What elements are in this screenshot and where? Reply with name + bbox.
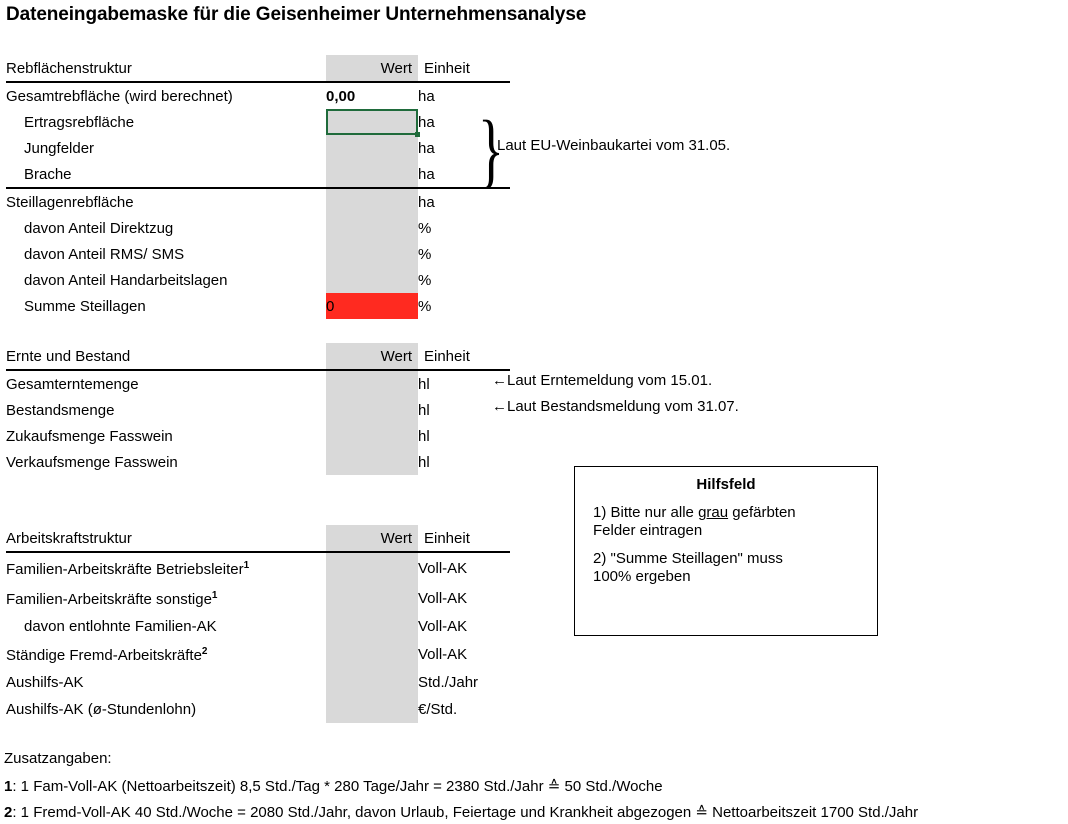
column-header-label: Ernte und Bestand xyxy=(6,343,326,370)
footnote-marker: 1 xyxy=(243,559,250,571)
help-box-rule-2b: 100% ergeben xyxy=(593,568,691,585)
footer-heading: Zusatzangaben: xyxy=(4,750,112,767)
cell-unit-verkaufsmenge-fasswein: hl xyxy=(418,453,430,471)
table-row xyxy=(6,423,510,449)
table-header-row xyxy=(6,525,510,552)
footnote-1 xyxy=(4,777,663,795)
table-row xyxy=(6,267,510,293)
table-row xyxy=(6,109,510,135)
row-label-gesamterntemenge: Gesamterntemenge xyxy=(6,375,139,393)
help-box xyxy=(574,466,878,636)
row-label-gesamtrebflaeche: Gesamtrebfläche (wird berechnet) xyxy=(6,87,233,105)
section-arbeitskraftstruktur xyxy=(6,525,510,723)
cell-value-summe-steillagen: 0 xyxy=(326,293,418,319)
table-row xyxy=(6,696,510,723)
row-label-steillagenrebflaeche: Steillagenrebfläche xyxy=(6,193,134,211)
cell-value-gesamtrebflaeche: 0,00 xyxy=(326,87,356,105)
cell-input-aushilfs-ak-stundenlohn[interactable] xyxy=(326,696,418,723)
page-title: Dateneingabemaske für die Geisenheimer Unternehmensanalyse xyxy=(6,4,587,25)
row-label-zukaufsmenge-fasswein: Zukaufsmenge Fasswein xyxy=(6,427,173,445)
row-label-anteil-direktzug: davon Anteil Direktzug xyxy=(24,219,174,237)
row-label-verkaufsmenge-fasswein: Verkaufsmenge Fasswein xyxy=(6,453,178,471)
cell-input-anteil-rms-sms[interactable] xyxy=(326,241,418,267)
cell-input-anteil-handarbeitslagen[interactable] xyxy=(326,267,418,293)
row-label-anteil-handarbeitslagen: davon Anteil Handarbeitslagen xyxy=(24,271,228,289)
column-header-unit: Einheit xyxy=(418,343,510,370)
column-header-unit: Einheit xyxy=(418,525,510,552)
cell-unit-brache: ha xyxy=(418,161,510,188)
cell-input-aushilfs-ak[interactable] xyxy=(326,669,418,696)
table-row xyxy=(6,552,510,584)
cell-unit-gesamterntemenge: hl xyxy=(418,375,430,393)
cell-input-entlohnte-familien-ak[interactable] xyxy=(326,613,418,640)
cell-unit-bestandsmenge: hl xyxy=(418,401,430,419)
table-row xyxy=(6,241,510,267)
cell-input-bestandsmenge[interactable] xyxy=(326,397,418,423)
help-rule-1-post: gefärbten xyxy=(728,504,796,521)
cell-input-ertragsrebflaeche[interactable] xyxy=(326,109,418,135)
cell-input-fam-ak-sonstige[interactable] xyxy=(326,584,418,613)
cell-unit-fam-ak-sonstige: Voll-AK xyxy=(418,590,468,607)
cell-unit-anteil-direktzug: % xyxy=(418,219,432,237)
column-header-value: Wert xyxy=(326,55,418,82)
row-label-summe-steillagen: Summe Steillagen xyxy=(24,297,146,315)
cell-unit-gesamtrebflaeche: ha xyxy=(418,87,435,105)
footnote-marker: 1 xyxy=(211,589,218,601)
help-box-rule-1b: Felder eintragen xyxy=(593,522,703,539)
footnote-2-text: : 1 Fremd-Voll-AK 40 Std./Woche = 2080 Std./Jahr, davon Urlaub, Feiertage und Krankheit abgezogen ≙ Nettoarbeitszeit 1700 Std./Jahr xyxy=(12,804,919,821)
cell-input-jungfelder[interactable] xyxy=(326,135,418,161)
cell-input-staendige-fremd-ak[interactable] xyxy=(326,640,418,669)
row-label-staendige-fremd-ak xyxy=(6,640,326,669)
brace-note: Laut EU-Weinbaukartei vom 31.05. xyxy=(497,137,731,154)
cell-unit-steillagenrebflaeche: ha xyxy=(418,193,435,211)
table-header-row xyxy=(6,55,510,82)
help-box-rule-1 xyxy=(593,504,877,521)
column-header-value: Wert xyxy=(326,343,418,370)
row-label-entlohnte-familien-ak: davon entlohnte Familien-AK xyxy=(24,618,217,635)
cell-unit-staendige-fremd-ak: Voll-AK xyxy=(418,646,468,663)
footnote-1-marker: 1 xyxy=(4,778,13,795)
help-box-title: Hilfsfeld xyxy=(696,476,756,493)
column-header-label: Rebflächenstruktur xyxy=(6,55,326,82)
row-label-anteil-rms-sms: davon Anteil RMS/ SMS xyxy=(24,245,185,263)
table-header-row xyxy=(6,343,510,370)
help-rule-1-pre: 1) Bitte nur alle xyxy=(593,504,699,521)
cell-unit-anteil-rms-sms: % xyxy=(418,245,432,263)
note-bestandsmeldung: ←Laut Bestandsmeldung vom 31.07. xyxy=(492,398,739,415)
cell-unit-aushilfs-ak-stundenlohn: €/Std. xyxy=(418,701,458,718)
cell-input-steillagenrebflaeche[interactable] xyxy=(326,188,418,215)
table-row xyxy=(6,584,510,613)
row-label-fam-ak-sonstige xyxy=(6,584,326,613)
grouping-brace: } xyxy=(478,103,504,197)
footnote-2-marker: 2 xyxy=(4,804,13,821)
table-row xyxy=(6,449,510,475)
table-row xyxy=(6,293,510,319)
section-ernte-und-bestand xyxy=(6,343,510,475)
row-label-fam-ak-betriebsleiter xyxy=(6,552,326,584)
table-row xyxy=(6,370,510,397)
table-row xyxy=(6,640,510,669)
column-header-label: Arbeitskraftstruktur xyxy=(6,525,326,552)
table-row xyxy=(6,669,510,696)
cell-unit-jungfelder: ha xyxy=(418,139,435,157)
row-label-aushilfs-ak: Aushilfs-AK xyxy=(6,674,84,691)
cell-unit-anteil-handarbeitslagen: % xyxy=(418,271,432,289)
table-row xyxy=(6,613,510,640)
row-label-jungfelder: Jungfelder xyxy=(24,139,95,157)
row-label-text: Familien-Arbeitskräfte Betriebsleiter xyxy=(6,560,244,578)
table-row xyxy=(6,397,510,423)
cell-unit-aushilfs-ak: Std./Jahr xyxy=(418,674,479,691)
row-label-bestandsmenge: Bestandsmenge xyxy=(6,401,115,419)
cell-input-anteil-direktzug[interactable] xyxy=(326,215,418,241)
table-row xyxy=(6,135,510,161)
table-row xyxy=(6,82,510,109)
cell-unit-summe-steillagen: % xyxy=(418,297,432,315)
footnote-2 xyxy=(4,803,918,821)
cell-input-brache[interactable] xyxy=(326,161,418,188)
footnote-1-text: : 1 Fam-Voll-AK (Nettoarbeitszeit) 8,5 Std./Tag * 280 Tage/Jahr = 2380 Std./Jahr ≙ 50 Std./Woche xyxy=(12,778,663,795)
row-label-aushilfs-ak-stundenlohn: Aushilfs-AK (ø-Stundenlohn) xyxy=(6,701,197,718)
row-label-brache: Brache xyxy=(6,161,326,188)
table-row xyxy=(6,188,510,215)
cell-input-gesamterntemenge[interactable] xyxy=(326,370,418,397)
cell-unit-fam-ak-betriebsleiter: Voll-AK xyxy=(418,560,468,577)
column-header-value: Wert xyxy=(326,525,418,552)
cell-unit-zukaufsmenge-fasswein: hl xyxy=(418,427,430,445)
column-header-unit: Einheit xyxy=(418,55,510,82)
table-row xyxy=(6,215,510,241)
section-rebflaechenstruktur xyxy=(6,55,510,319)
cell-unit-ertragsrebflaeche: ha xyxy=(418,113,435,131)
cell-input-fam-ak-betriebsleiter[interactable] xyxy=(326,552,418,584)
cell-unit-entlohnte-familien-ak: Voll-AK xyxy=(418,618,468,635)
row-label-text: Familien-Arbeitskräfte sonstige xyxy=(6,590,212,608)
help-box-rule-2: 2) "Summe Steillagen" muss xyxy=(593,550,783,567)
footnote-marker: 2 xyxy=(201,645,208,657)
row-label-ertragsrebflaeche: Ertragsrebfläche xyxy=(24,113,135,131)
cell-input-verkaufsmenge-fasswein[interactable] xyxy=(326,449,418,475)
table-row xyxy=(6,161,510,188)
note-erntemeldung: ←Laut Erntemeldung vom 15.01. xyxy=(492,372,713,389)
cell-input-zukaufsmenge-fasswein[interactable] xyxy=(326,423,418,449)
row-label-text: Ständige Fremd-Arbeitskräfte xyxy=(6,646,202,664)
help-rule-1-underline: grau xyxy=(698,504,729,521)
